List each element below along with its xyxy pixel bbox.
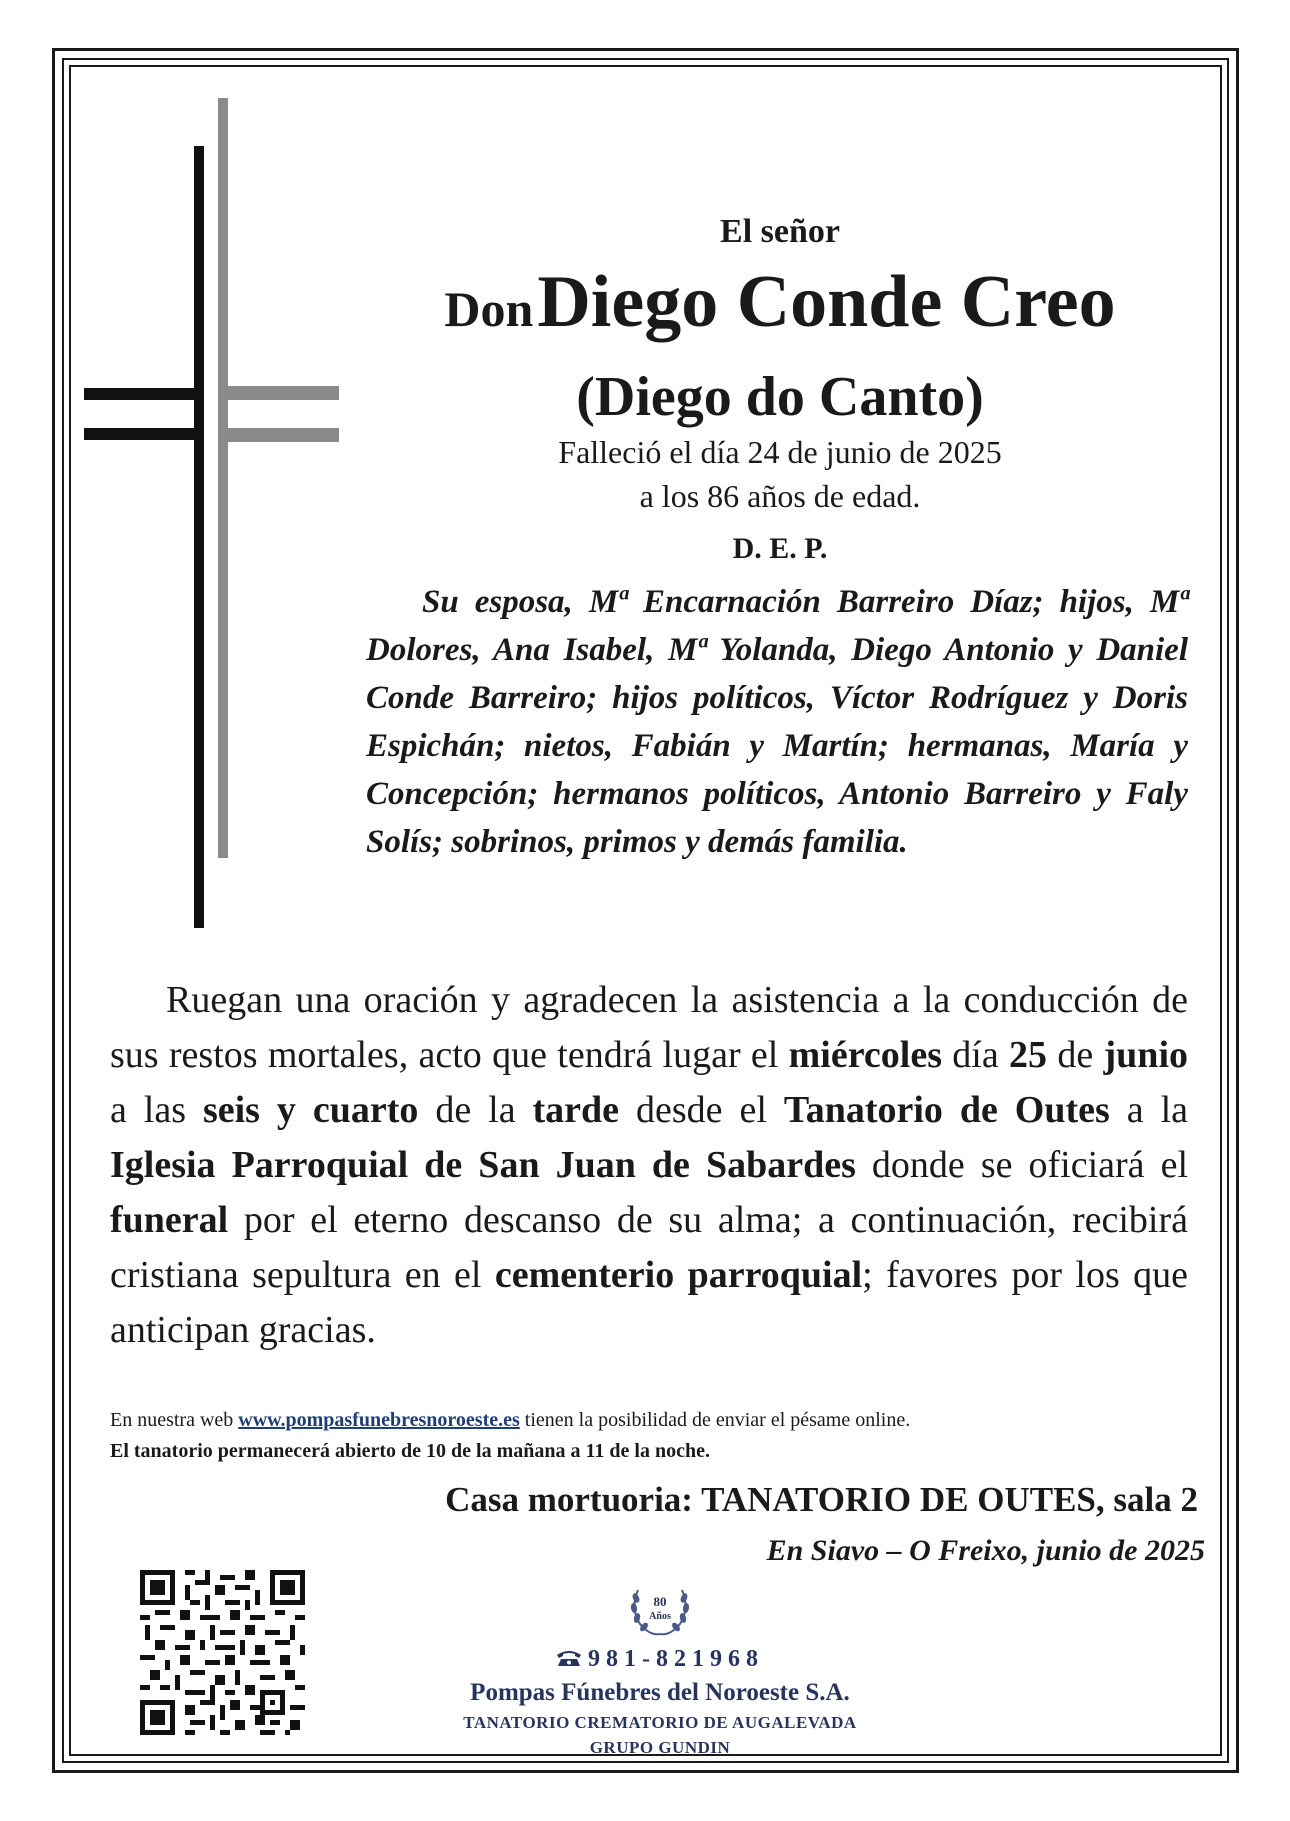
ceremony-origin: Tanatorio de Outes — [783, 1089, 1110, 1131]
ceremony-text-9: por el eterno descanso de su alma; a continuación, recibirá cristiana sepultura en el — [110, 1199, 1188, 1296]
ceremony-period: tarde — [532, 1089, 620, 1131]
notice-header — [350, 208, 1210, 572]
funeral-home: Casa mortuoria: TANATORIO DE OUTES, sala 2 — [445, 1480, 1198, 1519]
phone-number[interactable]: 981-821968 — [588, 1646, 764, 1672]
ceremony-text-5: de la — [418, 1089, 533, 1131]
intro-text: El señor — [720, 213, 840, 250]
ceremony-day: miércoles — [788, 1034, 942, 1076]
deceased-name-line — [350, 260, 1210, 364]
place-and-date: En Siavo – O Freixo, junio de 2025 — [766, 1534, 1205, 1567]
rip-text: D. E. P. — [732, 532, 828, 565]
ceremony-text-3: de — [1047, 1034, 1104, 1076]
ceremony-time: seis y cuarto — [202, 1089, 419, 1131]
qr-code-icon[interactable] — [140, 1570, 305, 1735]
badge-word: Años — [649, 1611, 671, 1622]
ceremony-text-8: donde se oficiará el — [855, 1144, 1189, 1186]
ceremony-month: junio — [1103, 1034, 1188, 1076]
ceremony-date-num: 25 — [1009, 1034, 1048, 1076]
website-link[interactable]: www.pompasfunebresnoroeste.es — [238, 1409, 520, 1431]
ceremony-text-4: a las — [110, 1089, 203, 1131]
age-at-death: a los 86 años de edad. — [639, 478, 921, 514]
company-tagline: TANATORIO CREMATORIO DE AUGALEVADA — [463, 1713, 857, 1732]
company-name: Pompas Fúnebres del Noroeste S.A. — [470, 1679, 850, 1706]
anniversary-badge-icon — [624, 1576, 696, 1640]
deceased-nickname: (Diego do Canto) — [576, 366, 984, 428]
badge-number: 80 — [653, 1594, 667, 1609]
phone-number-line — [400, 1642, 920, 1676]
web-note — [110, 1406, 1200, 1434]
cross-icon — [84, 98, 339, 928]
ceremony-cemetery: cementerio parroquial — [494, 1254, 863, 1296]
telephone-icon — [556, 1649, 582, 1667]
family-list: Su esposa, Mª Encarnación Barreiro Díaz; hijos, Mª Dolores, Ana Isabel, Mª Yolanda, Diego Antonio y Daniel Conde Barreiro; hijos políticos, Víctor Rodríguez y Doris Espichán; nietos, Fabián y Martín; hermanas, María y Concepción; hermanos políticos, Antonio Barreiro y Faly Solís; sobrinos, primos y demás familia. — [366, 584, 1188, 860]
web-note-prefix: En nuestra web — [110, 1409, 239, 1431]
ceremony-text-2: día — [941, 1034, 1010, 1076]
date-of-death: Falleció el día 24 de junio de 2025 — [558, 434, 1002, 470]
deceased-name: Diego Conde Creo — [537, 261, 1116, 343]
company-block — [400, 1576, 920, 1760]
ceremony-text-1: Ruegan una oración y agradecen la asistencia a la conducción de sus restos mortales, acto que tendrá lugar el — [110, 979, 1188, 1076]
ceremony-funeral: funeral — [110, 1199, 229, 1241]
opening-hours: El tanatorio permanecerá abierto de 10 de la mañana a 11 de la noche. — [110, 1440, 710, 1462]
name-prefix: Don — [444, 281, 534, 337]
ceremony-church: Iglesia Parroquial de San Juan de Sabardes — [110, 1144, 856, 1186]
ceremony-text-6: desde el — [619, 1089, 784, 1131]
ceremony-text-7: a la — [1109, 1089, 1188, 1131]
ceremony-text — [110, 973, 1188, 1358]
company-group: GRUPO GUNDIN — [589, 1738, 731, 1757]
ceremony-text-10: ; favores por los que anticipan gracias. — [110, 1254, 1188, 1351]
web-note-suffix: tienen la posibilidad de enviar el pésame online. — [519, 1409, 911, 1431]
